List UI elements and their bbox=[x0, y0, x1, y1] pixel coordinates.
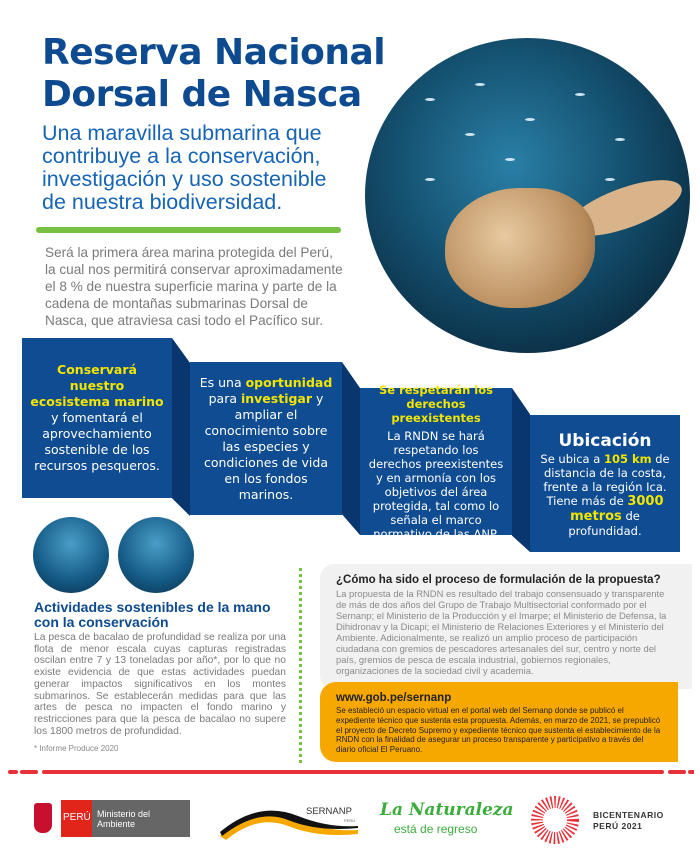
step-research bbox=[190, 362, 342, 515]
step-text: Se ubica a bbox=[540, 451, 604, 466]
process-box bbox=[320, 564, 692, 689]
subtitle: Una maravilla submarina que contribuye a la conservación, investigación y uso sostenible de nuestra biodiversidad. bbox=[42, 121, 327, 214]
step-highlight: Conservará nuestro ecosistema marino bbox=[30, 362, 164, 409]
bicentenario-year: PERÚ 2021 bbox=[593, 821, 643, 831]
step-highlight: 105 km bbox=[603, 451, 652, 466]
activities-heading: Actividades sostenibles de la mano con la conservación bbox=[34, 599, 271, 630]
step-text: para bbox=[208, 390, 241, 406]
process-text: La propuesta de la RNDN es resultado del trabajo consensuado y transparente de más de dos años del Grupo de Trabajo Multisectorial conformado por el Sernanp; el Ministerio de la Producción y el Imarpe; el Ministerio de Defensa, la Dihidronav y la Dicapi; el Ministerio de Relaciones Exteriores y el Ministerio del Ambiente. Adicionalmente, se realizó un amplio proceso de participación ciudadana con gremios de pescadores artesanales del sur, centro y norte del país, gremios de pesca de escala industrial, gobiernos regionales, organizaciones de la sociedad civil y academia. bbox=[336, 588, 667, 676]
title-line-2: Dorsal de Nasca bbox=[42, 74, 362, 115]
intro-text: Será la primera área marina protegida del Perú, la cual nos permitirá conservar aproximadamente el 8 % de nuestra superficie marina y parte de la cadena de montañas submarinas Dorsal de Nasca, que atraviesa casi todo el Pacífico sur. bbox=[45, 245, 343, 328]
step-text: La RNDN se hará respetando los derechos preexistentes y en armonía con los objetivos del área protegida, tal como lo señala el marco normativo de las ANP. bbox=[368, 428, 504, 541]
web-box bbox=[320, 682, 678, 762]
title-line-1: Reserva Nacional bbox=[42, 32, 386, 73]
process-heading: ¿Cómo ha sido el proceso de formulación de la propuesta? bbox=[336, 574, 661, 586]
bicentenario-text: BICENTENARIO bbox=[593, 810, 664, 820]
step-text: de profundidad. bbox=[568, 508, 642, 538]
step-fold bbox=[172, 338, 190, 516]
bicentenario-logo bbox=[593, 810, 664, 832]
step-rights bbox=[360, 382, 512, 541]
activities-text: La pesca de bacalao de profundidad se realiza por una flota de menor escala cuyas capturas registradas oscilan entre 7 y 13 toneladas por año*, por lo que no existe evidencia de que estas actividades puedan generar impactos significativos en los montes submarinos. Se establecerán medidas para que las artes de pesca no impacten el fondo marino y restricciones para que la pesca de bacalao no supere los 1800 metros de profundidad. bbox=[34, 632, 286, 737]
web-text: Se estableció un espacio virtual en el portal web del Sernanp donde se publicó el expediente técnico que sustenta esta propuesta. Además, en marzo de 2021, se prepublicó el proyecto de Decreto Supremo y expediente técnico que sustenta el establecimiento de la RNDN con la finalidad de asegurar un proceso transparente y participativo a través del diario oficial El Peruano. bbox=[336, 706, 661, 755]
web-link[interactable]: www.gob.pe/sernanp bbox=[336, 692, 452, 704]
minam-logo: Ministerio del Ambiente bbox=[92, 800, 190, 837]
diver-photo bbox=[118, 517, 194, 593]
sernanp-sub: PERÚ bbox=[344, 818, 356, 823]
naturaleza-tagline: está de regreso bbox=[394, 822, 478, 836]
red-dashed-divider bbox=[8, 770, 694, 774]
naturaleza-logo: La Naturaleza bbox=[380, 800, 514, 820]
step-text: de distancia de la costa, frente a la región Ica. Tiene más de bbox=[543, 451, 670, 508]
page-title bbox=[42, 32, 385, 116]
peru-logo: PERÚ bbox=[61, 800, 92, 837]
bicentenario-emblem-icon bbox=[530, 795, 580, 845]
footnote: * Informe Produce 2020 bbox=[34, 744, 119, 753]
step-highlight: investigar bbox=[240, 390, 313, 406]
peru-shield-icon bbox=[34, 803, 52, 833]
step-highlight: Se respetarán los derechos preexistentes bbox=[378, 382, 493, 425]
shark-photo bbox=[33, 517, 109, 593]
step-fold bbox=[342, 362, 360, 535]
step-highlight: 3000 metros bbox=[570, 493, 664, 524]
step-text: y ampliar el conocimiento sobre las especies y condiciones de vida en los fondos marinos. bbox=[203, 390, 328, 502]
step-highlight: oportunidad bbox=[245, 374, 333, 390]
sernanp-logo: SERNANP bbox=[306, 806, 352, 817]
step-fold bbox=[512, 388, 530, 552]
step-conservation bbox=[22, 338, 172, 498]
step-text: Es una bbox=[199, 374, 246, 390]
sea-turtle-photo bbox=[365, 38, 690, 353]
step-title: Ubicación bbox=[558, 430, 652, 451]
step-location bbox=[530, 415, 680, 552]
divider bbox=[36, 227, 341, 233]
dotted-divider bbox=[299, 568, 302, 763]
step-text: y fomentará el aprovechamiento sostenible de los recursos pesqueros. bbox=[34, 410, 160, 473]
